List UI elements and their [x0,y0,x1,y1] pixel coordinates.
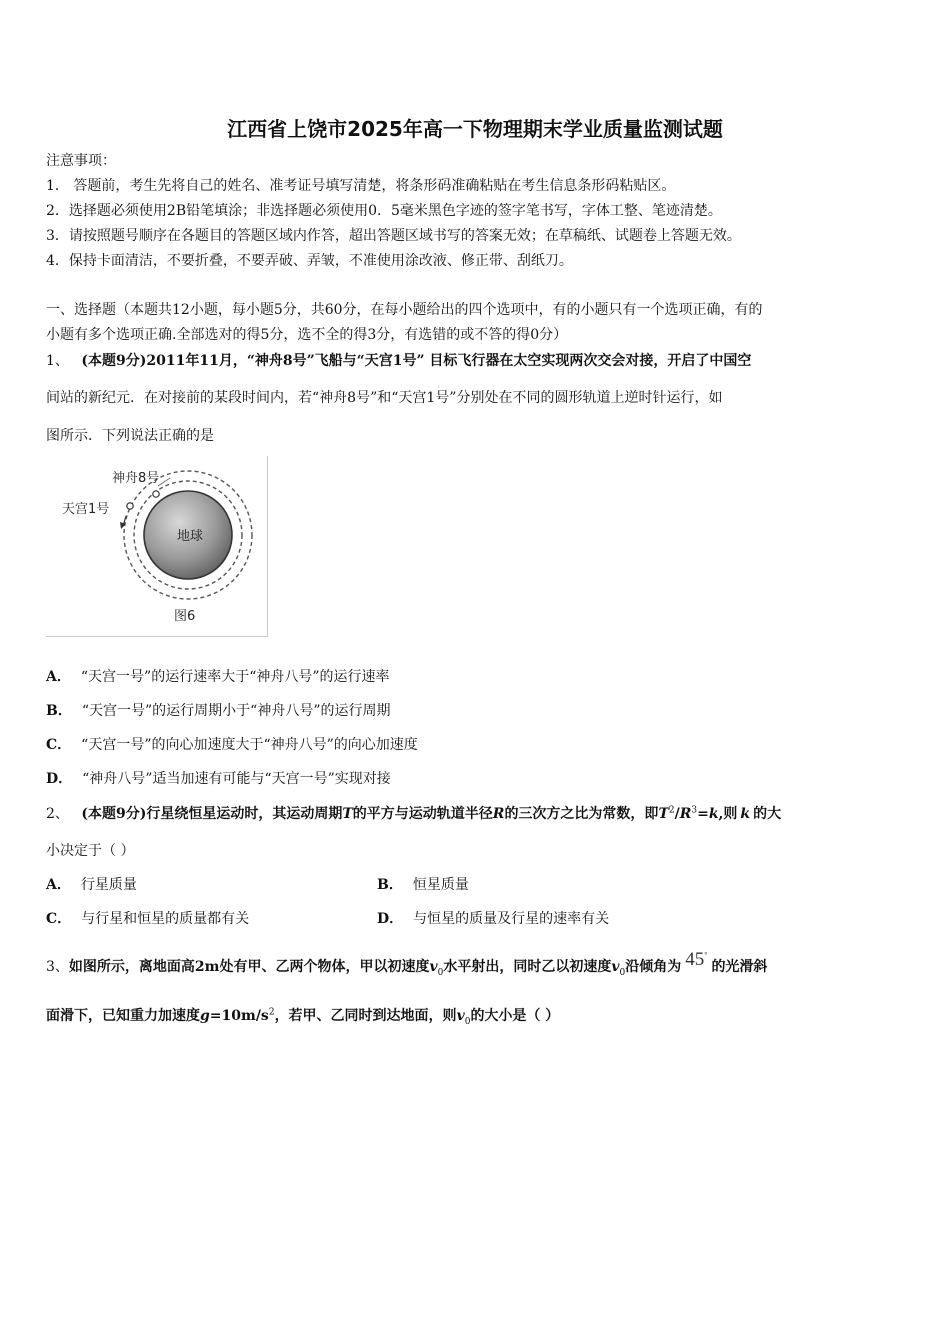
q1-line-1 [46,352,751,370]
shenzhou-craft [153,491,159,497]
option-key: B． [46,703,72,719]
option-key: B． [377,877,403,893]
option-text: 恒星质量 [412,877,469,893]
option-text: 与恒星的质量及行星的速率有关 [413,911,610,927]
q3-text-h: 的大小是（ ） [470,1008,560,1024]
q2-text-c: 的三次方之比为常数，即 [504,806,659,822]
section-heading-line-2: 小题有多个选项正确.全部选对的得5分，选不全的得3分，有选错的或不答的得0分） [46,327,568,343]
q3-number: 3、 [46,959,69,975]
formula-k: k [708,806,719,822]
angle-value: 45 [685,949,705,970]
q2-var-r: R [492,806,505,822]
q2-tag: (本题9分) [81,806,147,822]
q1-option-d [46,770,391,788]
formula-slash: / [674,806,680,822]
tiangong-craft [127,503,133,509]
q3-var-v: v [611,959,620,975]
option-text: “天宫一号”的运行速率大于“神舟八号”的运行速率 [80,669,390,685]
option-key: C． [46,737,72,753]
q3-text-c: 水平射出，同时乙以初速度 [443,959,612,975]
q2-text-b: 的平方与运动轨道半径 [352,806,493,822]
q2-option-b [377,876,469,894]
notice-item-3: 3．请按照题号顺序在各题目的答题区域内作答，超出答题区域书写的答案无效；在草稿纸、试题卷上答题无效。 [46,228,741,244]
q2-text-d: ,则 [718,806,738,822]
q3-g-exp: 2 [268,1007,275,1018]
q1-number: 1、 [46,353,69,369]
shenzhou-label: 神舟8号 [112,471,160,486]
formula-eq: = [697,806,709,822]
q3-text-g: ，若甲、乙同时到达地面，则 [274,1008,457,1024]
orbit-figure [46,456,268,637]
q2-var-t: T [342,806,353,822]
tiangong-label: 天宫1号 [62,502,110,517]
q3-g-value: =10m/s [209,1008,269,1024]
q2-var-k: k [740,806,751,822]
q2-option-c [46,910,249,928]
section-heading-line-1: 一、选择题（本题共12小题，每小题5分，共60分，在每小题给出的四个选项中，有的小题只有一个选项正确，有的 [46,302,763,318]
option-key: A． [46,669,71,685]
page-title: 江西省上饶市2025年高一下物理期末学业质量监测试题 [227,117,723,141]
q3-var-v-sub: 0 [437,967,444,978]
angle-degree: ° [704,950,708,960]
q1-option-b [46,702,390,720]
q2-number: 2、 [46,806,69,822]
q1-line-3: 图所示．下列说法正确的是 [46,428,214,444]
notice-item-1: 1． 答题前，考生先将自己的姓名、准考证号填写清楚，将条形码准确粘贴在考生信息条形码粘贴区。 [46,178,676,194]
q3-text-f: 面滑下，已知重力加速度 [46,1008,200,1024]
q1-option-c [46,736,418,754]
q3-var-v-sub: 0 [464,1016,471,1027]
option-key: C． [46,911,72,927]
q3-height: 2m [194,959,220,975]
q3-var-v: v [456,1008,465,1024]
q3-text-d: 沿倾角为 [625,959,682,975]
q1-tag: (本题9分) [81,353,147,369]
formula-r: R [679,806,692,822]
q2-option-d [377,910,609,928]
q3-text-a: 如图所示，离地面高 [68,959,195,975]
q3-line-2 [46,1007,559,1025]
q3-text-e: 的光滑斜 [711,959,768,975]
orbit-diagram [46,456,267,636]
option-key: D． [377,911,404,927]
option-key: D． [46,771,73,787]
notice-item-2: 2．选择题必须使用2B铅笔填涂；非选择题必须使用0．5毫米黑色字迹的签字笔书写，字体工整、笔迹清楚。 [46,203,722,219]
formula-t: T [658,806,669,822]
option-key: A． [46,877,71,893]
q3-text-b: 处有甲、乙两个物体，甲以初速度 [219,959,430,975]
q1-line-2: 间站的新纪元．在对接前的某段时间内，若“神舟8号”和“天宫1号”分别处在不同的圆形轨道上逆时针运行，如 [46,390,723,406]
q2-option-a [46,876,137,894]
q3-angle [685,949,707,970]
formula-exp-2: 2 [668,805,675,816]
q1-text-1: 2011年11月，“神舟8号”飞船与“天宫1号” 目标飞行器在太空实现两次交会对接，开启了中国空 [146,353,752,369]
q3-var-v-sub: 0 [619,967,626,978]
option-text: “天宫一号”的向心加速度大于“神舟八号”的向心加速度 [81,737,418,753]
q3-var-v: v [429,959,438,975]
notice-item-4: 4．保持卡面清洁，不要折叠，不要弄破、弄皱，不准使用涂改液、修正带、刮纸刀。 [46,253,573,269]
q3-var-g: g [200,1008,210,1024]
option-text: 与行星和恒星的质量都有关 [81,911,250,927]
option-text: “神舟八号”适当加速有可能与“天宫一号”实现对接 [82,771,391,787]
figure-caption: 图6 [174,609,196,624]
q2-line-1 [46,805,781,823]
option-text: “天宫一号”的运行周期小于“神舟八号”的运行周期 [81,703,391,719]
q2-line-2: 小决定于（ ） [46,843,135,859]
q3-line-1 [46,949,768,978]
q2-text-e: 的大 [753,806,782,822]
q2-text-a: 行星绕恒星运动时，其运动周期 [146,806,343,822]
earth-label: 地球 [176,529,204,544]
notice-heading: 注意事项： [46,153,116,169]
option-text: 行星质量 [80,877,137,893]
formula-exp-3: 3 [691,805,698,816]
q1-option-a [46,668,390,686]
